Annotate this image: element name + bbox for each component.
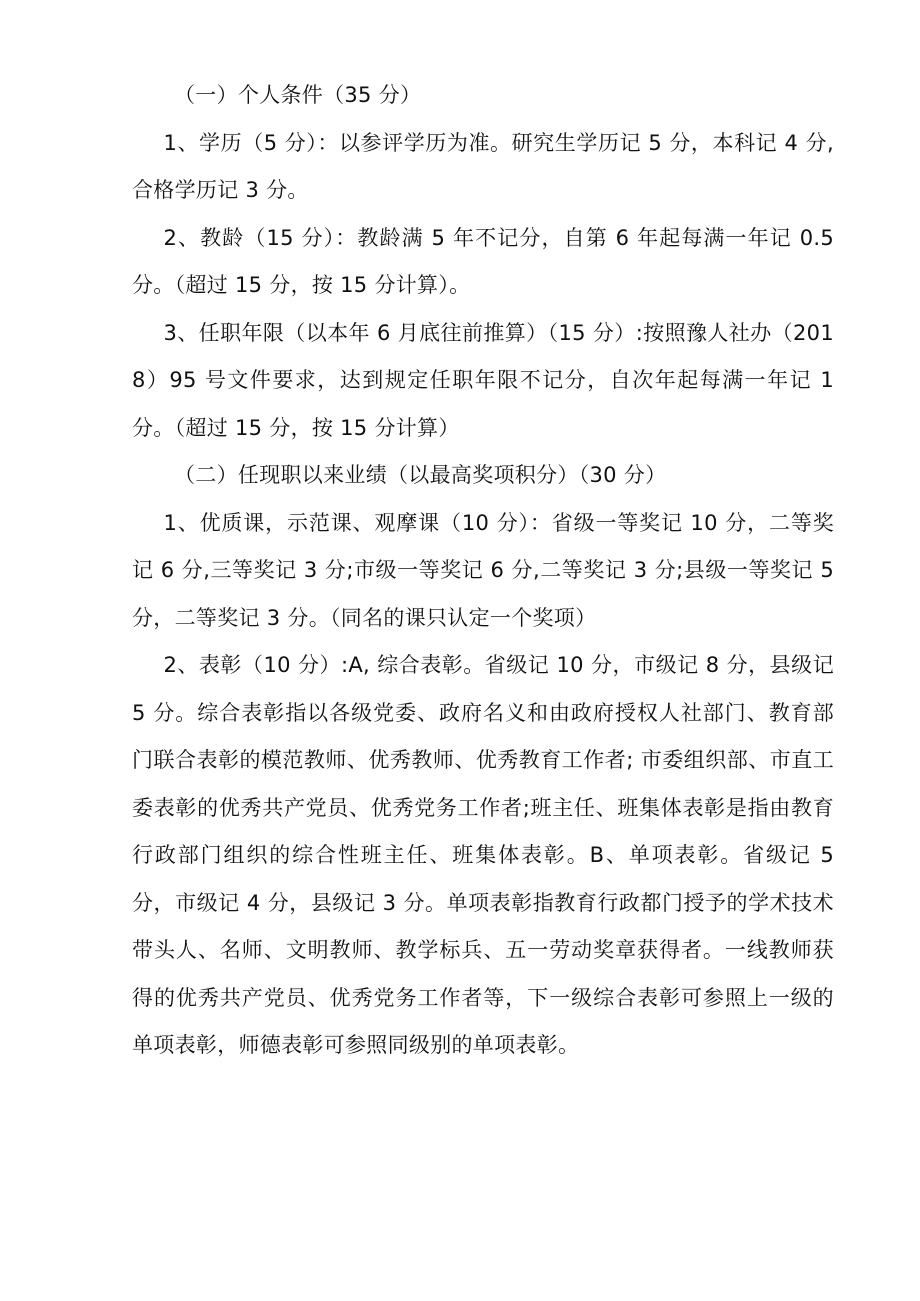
item-commendations: 2、表彰（10 分）:A, 综合表彰。省级记 10 分，市级记 8 分，县级记 5 分。综合表彰指以各级党委、政府名义和由政府授权人社部门、教育部门联合表彰的模范教师、优秀教师、优秀教育工作者; 市委组织部、市直工委表彰的优秀共产党员、优秀党务工作者;班主任、班集体表彰是指由教育行政部门组织的综合性班主任、班集体表彰。B、单项表彰。省级记 5 分，市级记 4 分，县级记 3 分。单项表彰指教育行政都门授予的学术技术带头人、名师、文明教师、教学标兵、五一劳动奖章获得者。一线教师获得的优秀共产党员、优秀党务工作者等，下一级综合表彰可参照上一级的单项表彰，师德表彰可参照同级别的单项表彰。 [132,653,834,1057]
section-heading-achievements: （二）任现职以来业绩（以最高奖项积分）（30 分） [174,463,667,487]
item-education: 1、学历（5 分）：以参评学历为准。研究生学历记 5 分，本科记 4 分,合格学历记 3 分。 [132,130,834,202]
section-heading-personal-conditions: （一）个人条件（35 分） [174,83,422,107]
item-tenure-years: 3、任职年限（以本年 6 月底往前推算）（15 分）:按照豫人社办（2018）95 号文件要求，达到规定任职年限不记分，自次年起每满一年记 1 分。（超过 15 分，按 15 分计算） [132,320,834,440]
item-quality-lessons: 1、优质课，示范课、观摩课（10 分）：省级一等奖记 10 分，二等奖记 6 分,三等奖记 3 分;市级一等奖记 6 分,二等奖记 3 分;县级一等奖记 5 分，二等奖记 3 分。（同名的课只认定一个奖项） [132,510,834,630]
item-teaching-years: 2、教龄（15 分）：教龄满 5 年不记分，自第 6 年起每满一年记 0.5 分。（超过 15 分，按 15 分计算）。 [132,225,834,297]
